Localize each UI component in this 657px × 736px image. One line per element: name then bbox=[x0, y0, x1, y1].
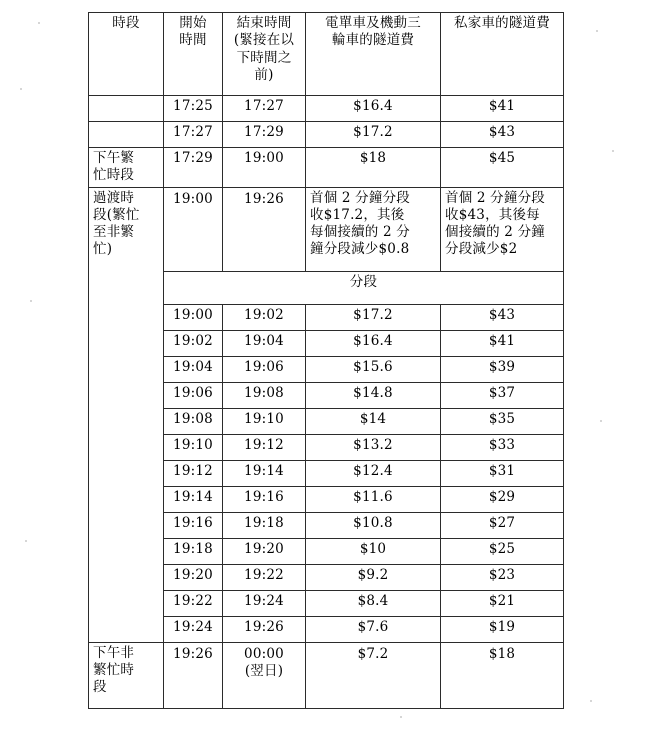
scan-speck bbox=[38, 22, 40, 24]
cell-private-car-toll: $31 bbox=[441, 460, 564, 486]
cell-motorcycle-toll: $15.6 bbox=[306, 356, 441, 382]
header-period bbox=[89, 13, 164, 96]
cell-motorcycle-toll: $10.8 bbox=[306, 512, 441, 538]
cell-start-time: 19:04 bbox=[164, 356, 223, 382]
cell-motorcycle-toll: $10 bbox=[306, 538, 441, 564]
cell-start-time: 17:29 bbox=[164, 148, 223, 188]
cell-private-car-fee-description bbox=[441, 187, 564, 271]
cell-motorcycle-toll: $18 bbox=[306, 148, 441, 188]
cell-private-car-toll: $45 bbox=[441, 148, 564, 188]
private-fee-line3: 個接續的 2 分鐘 bbox=[445, 224, 545, 241]
cell-start-time: 19:10 bbox=[164, 434, 223, 460]
header-start-time-line2: 時間 bbox=[179, 32, 207, 49]
private-fee-line4: 分段減少$2 bbox=[445, 241, 518, 258]
cell-start-time: 17:27 bbox=[164, 122, 223, 148]
cell-private-car-toll: $25 bbox=[441, 538, 564, 564]
period-pm-peak-line1: 下午繁 bbox=[93, 150, 135, 166]
period-cell-empty bbox=[89, 96, 164, 122]
cell-end-time: 19:14 bbox=[223, 460, 306, 486]
cell-start-time: 19:14 bbox=[164, 486, 223, 512]
cell-private-car-toll: $39 bbox=[441, 356, 564, 382]
toll-schedule-table bbox=[88, 12, 564, 709]
scan-speck bbox=[596, 30, 598, 32]
cell-private-car-toll: $19 bbox=[441, 616, 564, 642]
header-private-car-toll bbox=[441, 13, 564, 96]
cell-motorcycle-toll: $14 bbox=[306, 408, 441, 434]
cell-end-time: 19:20 bbox=[223, 538, 306, 564]
moto-fee-line4: 鐘分段減少$0.8 bbox=[310, 241, 410, 258]
cell-motorcycle-fee-description bbox=[306, 187, 441, 271]
header-motorcycle-line2: 輪車的隧道費 bbox=[331, 32, 415, 49]
cell-start-time: 19:22 bbox=[164, 590, 223, 616]
cell-end-time: 19:12 bbox=[223, 434, 306, 460]
table-row-pm-peak bbox=[89, 148, 564, 188]
header-motorcycle-line1: 電單車及機動三 bbox=[325, 15, 421, 31]
cell-private-car-toll: $23 bbox=[441, 564, 564, 590]
header-private-car-label: 私家車的隧道費 bbox=[454, 15, 550, 31]
period-pm-offpeak-line1: 下午非 bbox=[93, 644, 135, 661]
cell-end-time: 19:18 bbox=[223, 512, 306, 538]
cell-end-time: 19:22 bbox=[223, 564, 306, 590]
cell-motorcycle-toll: $17.2 bbox=[306, 304, 441, 330]
cell-end-time-next-day: (翌日) bbox=[244, 662, 284, 679]
cell-end-time: 19:10 bbox=[223, 408, 306, 434]
cell-private-car-toll: $43 bbox=[441, 122, 564, 148]
period-label-pm-peak bbox=[89, 148, 164, 188]
period-transition-line4: 忙) bbox=[93, 241, 113, 258]
cell-end-time: 19:00 bbox=[223, 148, 306, 188]
cell-start-time: 17:25 bbox=[164, 96, 223, 122]
private-fee-line1: 首個 2 分鐘分段 bbox=[445, 189, 545, 206]
cell-start-time: 19:02 bbox=[164, 330, 223, 356]
cell-motorcycle-toll: $16.4 bbox=[306, 330, 441, 356]
cell-private-car-toll: $41 bbox=[441, 96, 564, 122]
cell-private-car-toll: $21 bbox=[441, 590, 564, 616]
period-label-transition bbox=[89, 187, 164, 642]
cell-motorcycle-toll: $12.4 bbox=[306, 460, 441, 486]
cell-start-time: 19:00 bbox=[164, 304, 223, 330]
header-end-time bbox=[223, 13, 306, 96]
table-row-pm-offpeak bbox=[89, 642, 564, 708]
scan-speck bbox=[20, 88, 22, 90]
table-header-row bbox=[89, 13, 564, 96]
period-transition-line2: 段(繁忙 bbox=[93, 206, 140, 223]
cell-start-time: 19:26 bbox=[164, 642, 223, 708]
moto-fee-line1: 首個 2 分鐘分段 bbox=[310, 189, 410, 206]
cell-private-car-toll: $43 bbox=[441, 304, 564, 330]
period-pm-offpeak-line3: 段 bbox=[93, 679, 107, 696]
cell-end-time: 19:16 bbox=[223, 486, 306, 512]
cell-start-time: 19:06 bbox=[164, 382, 223, 408]
header-start-time-line1: 開始 bbox=[179, 15, 207, 31]
scan-speck bbox=[612, 150, 614, 152]
cell-end-time: 19:08 bbox=[223, 382, 306, 408]
cell-start-time: 19:12 bbox=[164, 460, 223, 486]
header-period-label: 時段 bbox=[112, 15, 140, 31]
cell-start-time: 19:00 bbox=[164, 187, 223, 271]
scan-speck bbox=[30, 300, 32, 302]
scan-speck bbox=[590, 700, 592, 702]
cell-end-time: 19:24 bbox=[223, 590, 306, 616]
cell-private-car-toll: $37 bbox=[441, 382, 564, 408]
cell-private-car-toll: $18 bbox=[441, 642, 564, 708]
period-transition-line3: 至非繁 bbox=[93, 224, 135, 241]
cell-end-time: 17:29 bbox=[223, 122, 306, 148]
scan-speck bbox=[25, 540, 27, 542]
cell-private-car-toll: $35 bbox=[441, 408, 564, 434]
scan-speck bbox=[600, 420, 602, 422]
cell-private-car-toll: $27 bbox=[441, 512, 564, 538]
cell-motorcycle-toll: $17.2 bbox=[306, 122, 441, 148]
cell-motorcycle-toll: $11.6 bbox=[306, 486, 441, 512]
cell-private-car-toll: $29 bbox=[441, 486, 564, 512]
period-cell-empty bbox=[89, 122, 164, 148]
moto-fee-line2: 收$17.2，其後 bbox=[310, 206, 405, 223]
cell-motorcycle-toll: $14.8 bbox=[306, 382, 441, 408]
moto-fee-line3: 每個接續的 2 分 bbox=[310, 224, 410, 241]
segment-header-label: 分段 bbox=[164, 271, 564, 304]
cell-start-time: 19:24 bbox=[164, 616, 223, 642]
cell-start-time: 19:18 bbox=[164, 538, 223, 564]
cell-motorcycle-toll: $9.2 bbox=[306, 564, 441, 590]
header-end-time-line4: 前) bbox=[254, 66, 274, 83]
cell-end-time: 17:27 bbox=[223, 96, 306, 122]
header-end-time-line3: 下時間之 bbox=[236, 49, 292, 66]
table-row bbox=[89, 96, 564, 122]
cell-end-time: 19:02 bbox=[223, 304, 306, 330]
scan-speck bbox=[400, 716, 402, 718]
cell-start-time: 19:16 bbox=[164, 512, 223, 538]
header-start-time bbox=[164, 13, 223, 96]
cell-private-car-toll: $33 bbox=[441, 434, 564, 460]
cell-private-car-toll: $41 bbox=[441, 330, 564, 356]
cell-end-time: 19:26 bbox=[223, 187, 306, 271]
table-row-transition bbox=[89, 187, 564, 271]
cell-motorcycle-toll: $8.4 bbox=[306, 590, 441, 616]
header-end-time-line2: (緊接在以 bbox=[233, 32, 295, 49]
cell-end-time: 19:06 bbox=[223, 356, 306, 382]
private-fee-line2: 收$43，其後每 bbox=[445, 206, 540, 223]
header-end-time-line1: 結束時間 bbox=[236, 15, 292, 31]
period-pm-peak-line2: 忙時段 bbox=[93, 167, 135, 184]
cell-motorcycle-toll: $7.6 bbox=[306, 616, 441, 642]
period-transition-line1: 過渡時 bbox=[93, 189, 135, 206]
cell-end-time: 19:04 bbox=[223, 330, 306, 356]
cell-start-time: 19:08 bbox=[164, 408, 223, 434]
cell-end-time-line1: 00:00 bbox=[244, 645, 284, 662]
cell-motorcycle-toll: $7.2 bbox=[306, 642, 441, 708]
period-label-pm-offpeak bbox=[89, 642, 164, 708]
cell-start-time: 19:20 bbox=[164, 564, 223, 590]
header-motorcycle-toll bbox=[306, 13, 441, 96]
cell-motorcycle-toll: $16.4 bbox=[306, 96, 441, 122]
cell-end-time: 19:26 bbox=[223, 616, 306, 642]
cell-end-time bbox=[223, 642, 306, 708]
table-row bbox=[89, 122, 564, 148]
period-pm-offpeak-line2: 繁忙時 bbox=[93, 661, 135, 678]
cell-motorcycle-toll: $13.2 bbox=[306, 434, 441, 460]
